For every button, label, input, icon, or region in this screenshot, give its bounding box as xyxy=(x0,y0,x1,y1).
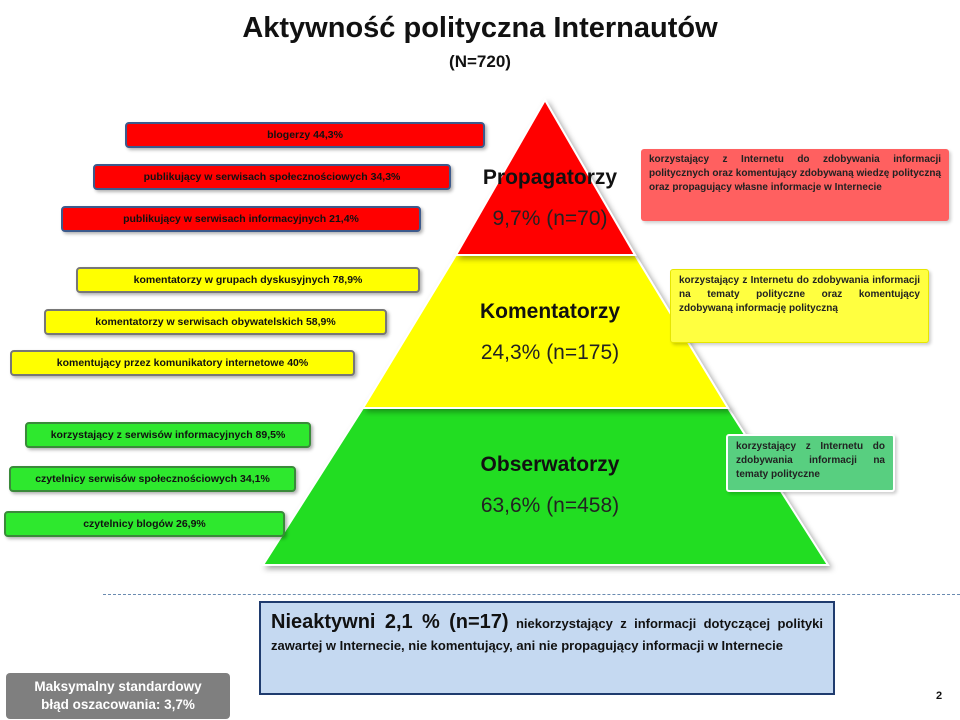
inactive-text: niekorzystający z informacji dotyczącej polityki zawartej w Internecie, nie komentujący, ani nie propagujący informacji w Internecie xyxy=(271,616,823,653)
page-subtitle: (N=720) xyxy=(449,52,511,71)
label-serwisy-informacyjne: korzystający z serwisów informacyjnych 89,5% xyxy=(25,422,311,448)
tier-value-propagatorzy: 9,7% (n=70) xyxy=(492,207,608,230)
label-czytelnicy-spolecznosciowe: czytelnicy serwisów społecznościowych 34,1% xyxy=(9,466,296,492)
label-komentatorzy-grupy: komentatorzy w grupach dyskusyjnych 78,9% xyxy=(76,267,420,293)
page-title: Aktywność polityczna Internautów xyxy=(242,12,718,44)
label-blogerzy: blogerzy 44,3% xyxy=(125,122,485,148)
error-note xyxy=(6,673,230,719)
description-obserwatorzy: korzystający z Internetu do zdobywania informacji na tematy polityczne xyxy=(726,434,895,492)
tier-name-obserwatorzy: Obserwatorzy xyxy=(480,453,620,476)
tier-name-komentatorzy: Komentatorzy xyxy=(479,300,621,323)
tier-value-komentatorzy: 24,3% (n=175) xyxy=(480,341,620,364)
label-czytelnicy-blogow: czytelnicy blogów 26,9% xyxy=(4,511,285,537)
inactive-note xyxy=(259,601,835,695)
tier-name-propagatorzy: Propagatorzy xyxy=(482,166,618,189)
tier-value-obserwatorzy: 63,6% (n=458) xyxy=(480,494,620,517)
error-note-line1: Maksymalny standardowy xyxy=(34,679,202,694)
label-publikujacy-spolecznosciowe: publikujący w serwisach społecznościowych 34,3% xyxy=(93,164,451,190)
label-publikujacy-informacyjne: publikujący w serwisach informacyjnych 21,4% xyxy=(61,206,421,232)
label-komentujacy-komunikatory: komentujący przez komunikatory internetowe 40% xyxy=(10,350,355,376)
inactive-heading: Nieaktywni 2,1 % (n=17) xyxy=(271,611,509,633)
page-number: 2 xyxy=(936,690,943,702)
dashed-divider xyxy=(103,594,960,595)
description-propagatorzy: korzystający z Internetu do zdobywania informacji politycznych oraz komentujący zdobywaną wiedzę polityczną oraz propagujący własne informacje w Internecie xyxy=(641,149,949,221)
label-komentatorzy-obywatelskie: komentatorzy w serwisach obywatelskich 58,9% xyxy=(44,309,387,335)
error-note-line2: błąd oszacowania: 3,7% xyxy=(41,697,195,712)
description-komentatorzy: korzystający z Internetu do zdobywania informacji na tematy polityczne oraz komentujący zdobywaną informację polityczną xyxy=(670,269,929,343)
